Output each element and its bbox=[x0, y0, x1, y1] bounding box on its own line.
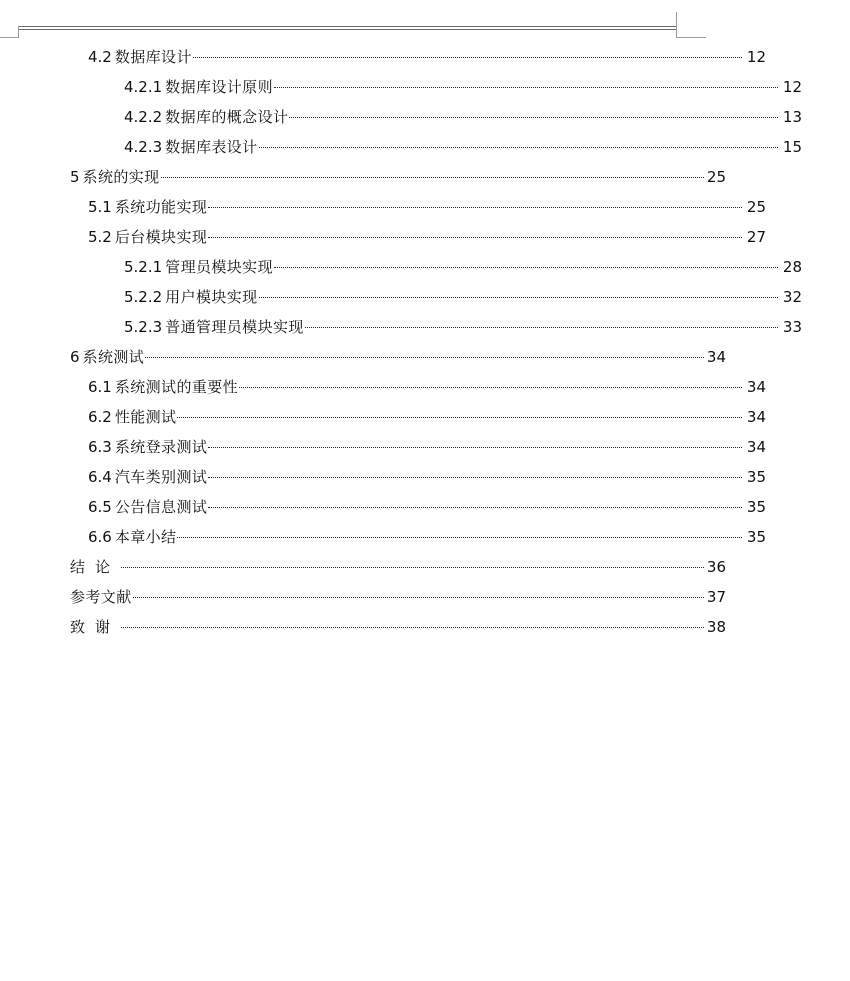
toc-entry[interactable] bbox=[0, 44, 814, 70]
toc-entry-page: 27 bbox=[746, 228, 766, 246]
toc-entry-title: 参考文献 bbox=[70, 588, 132, 606]
toc-entry[interactable] bbox=[0, 464, 814, 490]
toc-entry[interactable] bbox=[0, 434, 814, 460]
dot-leader bbox=[208, 237, 742, 238]
toc-entry-page: 37 bbox=[706, 588, 726, 606]
dot-leader bbox=[121, 627, 704, 628]
toc-entry-page: 34 bbox=[706, 348, 726, 366]
toc-entry-title: 系统的实现 bbox=[82, 168, 160, 186]
toc-entry-number: 4.2.2 bbox=[124, 108, 163, 126]
toc-entry-number: 6 bbox=[70, 348, 80, 366]
toc-entry-number: 5.2.1 bbox=[124, 258, 163, 276]
toc-entry-title: 数据库的概念设计 bbox=[165, 108, 289, 126]
dot-leader bbox=[239, 387, 742, 388]
toc-entry-title: 后台模块实现 bbox=[114, 228, 208, 246]
toc-entry-page: 36 bbox=[706, 558, 726, 576]
dot-leader bbox=[145, 357, 704, 358]
toc-entry[interactable] bbox=[0, 194, 814, 220]
toc-entry-page: 38 bbox=[706, 618, 726, 636]
toc-entry[interactable] bbox=[0, 134, 850, 160]
toc-entry-page: 35 bbox=[746, 468, 766, 486]
crop-mark-right bbox=[676, 12, 677, 38]
toc-entry-number: 6.2 bbox=[88, 408, 112, 426]
toc-entry[interactable] bbox=[0, 494, 814, 520]
toc-entry-title: 普通管理员模块实现 bbox=[165, 318, 304, 336]
crop-mark-left bbox=[18, 26, 19, 38]
toc-entry[interactable] bbox=[0, 104, 850, 130]
toc-entry[interactable] bbox=[0, 524, 814, 550]
toc-entry-number: 5.2 bbox=[88, 228, 112, 246]
toc-entry-page: 12 bbox=[746, 48, 766, 66]
crop-mark-left-h bbox=[0, 37, 18, 38]
header-rule-bottom bbox=[18, 29, 676, 30]
dot-leader bbox=[208, 447, 742, 448]
toc-entry-title: 系统测试的重要性 bbox=[114, 378, 239, 396]
toc-entry[interactable] bbox=[0, 344, 796, 370]
toc-entry-title: 致谢 bbox=[70, 618, 121, 636]
toc-entry-page: 34 bbox=[746, 378, 766, 396]
dot-leader bbox=[177, 537, 742, 538]
toc-entry-page: 34 bbox=[746, 408, 766, 426]
toc-entry-title: 用户模块实现 bbox=[165, 288, 258, 306]
toc-entry-title: 数据库设计 bbox=[114, 48, 192, 66]
toc-entry[interactable] bbox=[0, 314, 850, 340]
toc-entry-page: 12 bbox=[782, 78, 802, 96]
toc-entry-title: 系统登录测试 bbox=[114, 438, 208, 456]
toc-entry-page: 25 bbox=[746, 198, 766, 216]
toc-entry[interactable] bbox=[0, 584, 796, 610]
toc-entry-number: 4.2.3 bbox=[124, 138, 163, 156]
dot-leader bbox=[274, 267, 778, 268]
toc-entry-number: 6.3 bbox=[88, 438, 112, 456]
toc-entry-title: 汽车类别测试 bbox=[114, 468, 208, 486]
toc-entry[interactable] bbox=[0, 164, 796, 190]
toc-entry-number: 6.4 bbox=[88, 468, 112, 486]
toc-entry-number: 4.2.1 bbox=[124, 78, 163, 96]
toc-entry-number: 5.1 bbox=[88, 198, 112, 216]
toc-entry-title: 本章小结 bbox=[114, 528, 177, 546]
toc-entry-title: 结论 bbox=[70, 558, 121, 576]
toc-entry-title: 性能测试 bbox=[114, 408, 177, 426]
dot-leader bbox=[161, 177, 704, 178]
dot-leader bbox=[121, 567, 704, 568]
toc-entry[interactable] bbox=[0, 224, 814, 250]
toc-entry-page: 34 bbox=[746, 438, 766, 456]
toc-entry-title: 系统测试 bbox=[82, 348, 145, 366]
toc-entry-title: 公告信息测试 bbox=[114, 498, 208, 516]
dot-leader bbox=[208, 507, 742, 508]
toc-entry-page: 33 bbox=[782, 318, 802, 336]
header-rule-top bbox=[18, 26, 676, 27]
toc-entry-title: 管理员模块实现 bbox=[165, 258, 273, 276]
toc-entry-title: 数据库设计原则 bbox=[165, 78, 273, 96]
toc-entry-number: 6.6 bbox=[88, 528, 112, 546]
toc-entry-page: 15 bbox=[782, 138, 802, 156]
toc-entry-title: 数据库表设计 bbox=[165, 138, 258, 156]
toc-entry-page: 13 bbox=[782, 108, 802, 126]
toc-entry[interactable] bbox=[0, 554, 796, 580]
toc-entry-number: 5.2.3 bbox=[124, 318, 163, 336]
dot-leader bbox=[208, 477, 742, 478]
toc-entry-number: 4.2 bbox=[88, 48, 112, 66]
toc-entry-number: 6.1 bbox=[88, 378, 112, 396]
toc-entry-number: 5 bbox=[70, 168, 80, 186]
dot-leader bbox=[259, 147, 778, 148]
toc-entry-page: 25 bbox=[706, 168, 726, 186]
dot-leader bbox=[259, 297, 778, 298]
toc-entry-number: 5.2.2 bbox=[124, 288, 163, 306]
toc-entry[interactable] bbox=[0, 404, 814, 430]
toc-entry-page: 28 bbox=[782, 258, 802, 276]
dot-leader bbox=[274, 87, 778, 88]
toc-entry-page: 32 bbox=[782, 288, 802, 306]
dot-leader bbox=[208, 207, 742, 208]
dot-leader bbox=[133, 597, 704, 598]
toc-entry[interactable] bbox=[0, 614, 796, 640]
dot-leader bbox=[193, 57, 742, 58]
toc-entry[interactable] bbox=[0, 74, 850, 100]
dot-leader bbox=[305, 327, 778, 328]
toc-entry-number: 6.5 bbox=[88, 498, 112, 516]
dot-leader bbox=[289, 117, 778, 118]
toc-entry[interactable] bbox=[0, 374, 814, 400]
dot-leader bbox=[177, 417, 742, 418]
toc-entry-page: 35 bbox=[746, 498, 766, 516]
crop-mark-right-h bbox=[676, 37, 706, 38]
toc-entry-page: 35 bbox=[746, 528, 766, 546]
toc-entry[interactable] bbox=[0, 284, 850, 310]
toc-entry-title: 系统功能实现 bbox=[114, 198, 208, 216]
toc-entry[interactable] bbox=[0, 254, 850, 280]
